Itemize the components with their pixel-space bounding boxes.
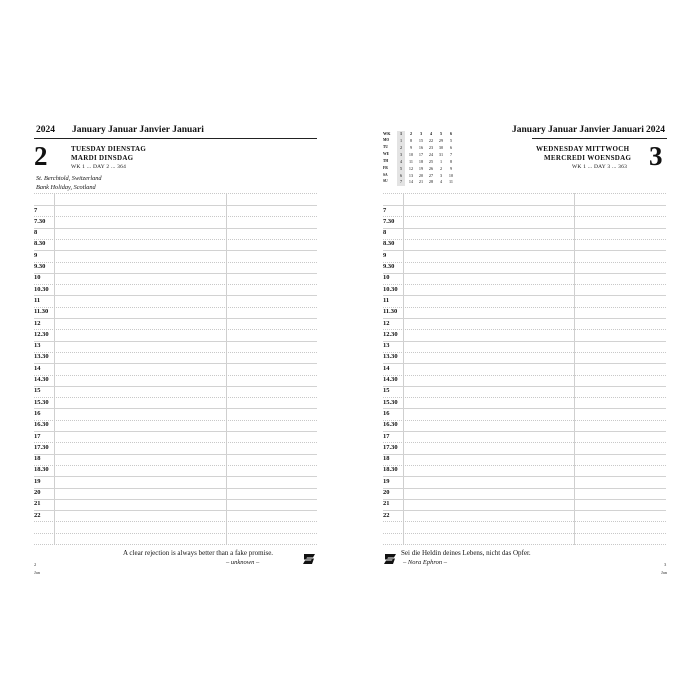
time-slot-row[interactable] (34, 307, 317, 308)
time-slot-row[interactable] (383, 476, 666, 477)
calendar-day[interactable]: 4 (399, 158, 403, 164)
time-slot-row[interactable] (383, 431, 666, 432)
day-number: 3 (649, 141, 663, 171)
notes-column-divider (226, 193, 227, 545)
time-label: 18.30 (34, 466, 49, 474)
schedule-grid[interactable] (383, 193, 666, 545)
calendar-day[interactable]: 22 (428, 138, 434, 143)
grid-line[interactable] (383, 521, 666, 522)
time-slot-row[interactable] (34, 239, 317, 240)
calendar-day[interactable]: 20 (418, 172, 424, 178)
time-label: 12 (34, 319, 41, 327)
right-page (350, 0, 700, 700)
calendar-day[interactable]: 8 (409, 138, 413, 143)
calendar-day[interactable]: 13 (408, 172, 414, 178)
weekday-label: TH (383, 158, 389, 163)
time-label: 9.30 (34, 263, 46, 270)
mini-calendar (383, 131, 460, 187)
time-slot-row[interactable] (34, 228, 317, 229)
schedule-grid[interactable] (34, 193, 317, 545)
time-label: 20 (383, 489, 390, 496)
week-number: 6 (449, 131, 453, 136)
time-label: 17.30 (383, 443, 398, 451)
time-label: 11.30 (34, 308, 49, 316)
calendar-day[interactable]: 19 (418, 165, 424, 171)
time-label: 14 (383, 364, 390, 372)
time-label: 13 (34, 342, 41, 350)
day-number: 2 (34, 141, 48, 171)
time-label: 11 (383, 296, 390, 304)
time-slot-row[interactable] (34, 397, 317, 398)
calendar-day[interactable]: 28 (428, 179, 434, 185)
day-name-line2: MERCREDI WOENSDAG (544, 154, 632, 162)
time-label: 7.30 (383, 217, 395, 225)
time-label: 16.30 (383, 421, 398, 429)
time-label: 13 (383, 342, 390, 350)
time-slot-row[interactable] (383, 295, 666, 296)
time-slot-row[interactable] (383, 216, 666, 217)
time-slot-row[interactable] (383, 329, 666, 330)
time-label: 13.30 (383, 353, 398, 361)
time-column-divider (403, 193, 404, 545)
time-slot-row[interactable] (34, 352, 317, 353)
weekday-label: SA (383, 172, 388, 177)
time-slot-row[interactable] (34, 318, 317, 319)
grid-line[interactable] (34, 533, 317, 534)
calendar-day[interactable]: 25 (428, 158, 434, 164)
s-logo-icon (302, 553, 316, 565)
time-label: 14.30 (383, 376, 398, 383)
time-column-divider (54, 193, 55, 545)
time-label: 13.30 (34, 353, 49, 361)
time-label: 16.30 (34, 421, 49, 429)
time-slot-row[interactable] (34, 295, 317, 296)
time-label: 18.30 (383, 466, 398, 474)
time-label: 10.30 (383, 285, 398, 293)
time-slot-row[interactable] (383, 363, 666, 364)
time-slot-row[interactable] (34, 408, 317, 409)
time-slot-row[interactable] (383, 262, 666, 263)
time-label: 15.30 (34, 398, 49, 406)
weekday-label: WE (383, 151, 389, 156)
time-label: 19 (34, 477, 41, 485)
time-label: 16 (383, 409, 390, 417)
grid-line[interactable] (34, 521, 317, 522)
time-label: 12.30 (383, 330, 398, 338)
grid-line[interactable] (383, 544, 666, 545)
grid-line[interactable] (383, 533, 666, 534)
time-label: 17.30 (34, 443, 49, 451)
grid-line (383, 193, 666, 194)
time-label: 8.30 (34, 240, 46, 248)
calendar-day[interactable]: 9 (409, 144, 413, 150)
time-slot-row[interactable] (383, 341, 666, 342)
holiday-line2: Bank Holiday, Scotland (36, 184, 96, 191)
calendar-day[interactable]: 2 (439, 165, 443, 171)
page-month: Jan (661, 570, 667, 575)
time-slot-row[interactable] (34, 363, 317, 364)
calendar-day[interactable]: 3 (399, 151, 403, 157)
page-number: 3 (664, 562, 667, 567)
time-slot-row[interactable] (34, 386, 317, 387)
quote-author: – Nora Ephron – (403, 559, 447, 566)
time-label: 7 (34, 206, 38, 214)
time-slot-row[interactable] (34, 476, 317, 477)
time-slot-row[interactable] (383, 250, 666, 251)
grid-line (34, 193, 317, 194)
time-slot-row[interactable] (383, 499, 666, 500)
s-logo-icon (383, 553, 397, 565)
time-label: 21 (383, 500, 390, 508)
header-rule (34, 138, 317, 139)
calendar-day[interactable]: 17 (418, 151, 424, 157)
time-label: 10.30 (34, 285, 49, 293)
time-label: 12 (383, 319, 390, 327)
time-slot-row[interactable] (34, 510, 317, 511)
time-label: 12.30 (34, 330, 49, 338)
time-label: 8 (383, 229, 387, 237)
time-label: 9.30 (383, 263, 395, 270)
calendar-day[interactable]: 7 (449, 151, 453, 157)
time-label: 22 (34, 511, 41, 519)
time-label: 18 (383, 455, 390, 463)
time-slot-row[interactable] (34, 499, 317, 500)
time-slot-row[interactable] (34, 329, 317, 330)
time-label: 16 (34, 409, 41, 417)
time-slot-row[interactable] (383, 442, 666, 443)
time-label: 15 (383, 387, 390, 395)
time-slot-row[interactable] (34, 488, 317, 489)
time-label: 11.30 (383, 308, 398, 316)
page-month: Jan (34, 570, 40, 575)
week-number: 1 (399, 131, 403, 136)
calendar-day[interactable]: 9 (449, 165, 453, 171)
calendar-day[interactable]: 1 (439, 158, 443, 164)
weekday-label: SU (383, 179, 388, 184)
calendar-day[interactable]: 8 (449, 158, 453, 164)
time-slot-row[interactable] (34, 465, 317, 466)
time-label: 7 (383, 206, 387, 214)
time-label: 9 (34, 251, 38, 259)
time-label: 18 (34, 455, 41, 463)
time-label: 19 (383, 477, 390, 485)
day-name-line1: WEDNESDAY MITTWOCH (536, 145, 630, 153)
calendar-day[interactable]: 7 (399, 179, 403, 185)
day-name-line1: TUESDAY DIENSTAG (71, 145, 147, 153)
time-label: 17 (383, 432, 390, 440)
time-slot-row[interactable] (383, 273, 666, 274)
time-label: 21 (34, 500, 41, 508)
calendar-day[interactable]: 14 (408, 179, 414, 185)
calendar-day[interactable]: 11 (408, 158, 414, 164)
quote-text: Sei die Heldin deines Lebens, nicht das Opfer. (401, 549, 531, 557)
time-slot-row[interactable] (34, 375, 317, 376)
time-slot-row[interactable] (383, 352, 666, 353)
time-slot-row[interactable] (383, 510, 666, 511)
calendar-day[interactable]: 5 (449, 138, 453, 143)
calendar-day[interactable]: 3 (439, 172, 443, 178)
time-slot-row[interactable] (34, 216, 317, 217)
calendar-day[interactable]: 10 (448, 172, 454, 178)
time-slot-row[interactable] (383, 465, 666, 466)
week-number: 4 (429, 131, 433, 136)
time-label: 17 (34, 432, 41, 440)
calendar-day[interactable]: 2 (399, 144, 403, 150)
time-slot-row[interactable] (34, 273, 317, 274)
calendar-day[interactable]: 23 (428, 144, 434, 150)
time-label: 10 (383, 274, 390, 282)
time-label: 8 (34, 229, 38, 237)
header-rule (532, 138, 667, 139)
time-slot-row[interactable] (34, 431, 317, 432)
time-slot-row[interactable] (34, 250, 317, 251)
time-slot-row[interactable] (383, 397, 666, 398)
calendar-day[interactable]: 1 (399, 138, 403, 143)
time-slot-row[interactable] (383, 408, 666, 409)
calendar-day[interactable]: 6 (449, 144, 453, 150)
mini-calendar-wk-label: WK (383, 131, 391, 136)
time-label: 8.30 (383, 240, 395, 248)
day-name-line2: MARDI DINSDAG (71, 154, 134, 162)
week-info: WK 1 ... DAY 3 ... 363 (572, 164, 628, 170)
time-label: 14.30 (34, 376, 49, 383)
time-slot-row[interactable] (34, 442, 317, 443)
calendar-day[interactable]: 4 (439, 179, 443, 185)
calendar-day[interactable]: 21 (418, 179, 424, 185)
calendar-day[interactable]: 30 (438, 144, 444, 150)
time-slot-row[interactable] (383, 318, 666, 319)
quote-text: A clear rejection is always better than a fake promise. (123, 549, 274, 557)
time-label: 22 (383, 511, 390, 519)
calendar-day[interactable]: 11 (448, 179, 454, 185)
weekday-label: TU (383, 144, 388, 149)
time-slot-row[interactable] (383, 239, 666, 240)
time-slot-row[interactable] (383, 205, 666, 206)
time-label: 15.30 (383, 398, 398, 406)
time-slot-row[interactable] (383, 420, 666, 421)
calendar-day[interactable]: 29 (438, 138, 444, 143)
calendar-day[interactable]: 16 (418, 144, 424, 150)
calendar-day[interactable]: 27 (428, 172, 434, 178)
time-slot-row[interactable] (383, 228, 666, 229)
time-slot-row[interactable] (383, 307, 666, 308)
calendar-day[interactable]: 12 (408, 165, 414, 171)
time-slot-row[interactable] (34, 341, 317, 342)
time-label: 14 (34, 364, 41, 372)
time-slot-row[interactable] (34, 284, 317, 285)
calendar-day[interactable]: 31 (438, 151, 444, 157)
week-number: 5 (439, 131, 443, 136)
weekday-label: FR (383, 165, 388, 170)
month-label: January Januar Janvier Januari (72, 125, 204, 135)
calendar-day[interactable]: 6 (399, 172, 403, 178)
time-slot-row[interactable] (383, 386, 666, 387)
year-label: 2024 (646, 125, 665, 135)
calendar-day[interactable]: 24 (428, 151, 434, 157)
grid-line[interactable] (34, 544, 317, 545)
time-label: 11 (34, 296, 41, 304)
time-slot-row[interactable] (34, 262, 317, 263)
time-label: 10 (34, 274, 41, 282)
week-info: WK 1 ... DAY 2 ... 364 (71, 164, 127, 170)
time-label: 15 (34, 387, 41, 395)
time-label: 7.30 (34, 217, 46, 225)
calendar-day[interactable]: 15 (418, 138, 424, 143)
calendar-day[interactable]: 5 (399, 165, 403, 171)
time-label: 9 (383, 251, 387, 259)
quote-author: – unknown – (226, 559, 260, 566)
time-slot-row[interactable] (383, 488, 666, 489)
time-slot-row[interactable] (383, 284, 666, 285)
week-number: 2 (409, 131, 413, 136)
time-slot-row[interactable] (34, 420, 317, 421)
month-label: January Januar Janvier Januari (512, 125, 644, 135)
week-number: 3 (419, 131, 423, 136)
notes-column-divider (574, 193, 575, 545)
time-slot-row[interactable] (383, 454, 666, 455)
holiday-line1: St. Berchtold, Switzerland (36, 175, 102, 182)
time-slot-row[interactable] (383, 375, 666, 376)
year-label: 2024 (36, 125, 55, 135)
time-slot-row[interactable] (34, 454, 317, 455)
calendar-day[interactable]: 26 (428, 165, 434, 171)
calendar-day[interactable]: 10 (408, 151, 414, 157)
page-number: 2 (34, 562, 37, 567)
time-label: 20 (34, 489, 41, 496)
calendar-day[interactable]: 18 (418, 158, 424, 164)
time-slot-row[interactable] (34, 205, 317, 206)
weekday-label: MO (383, 138, 390, 142)
